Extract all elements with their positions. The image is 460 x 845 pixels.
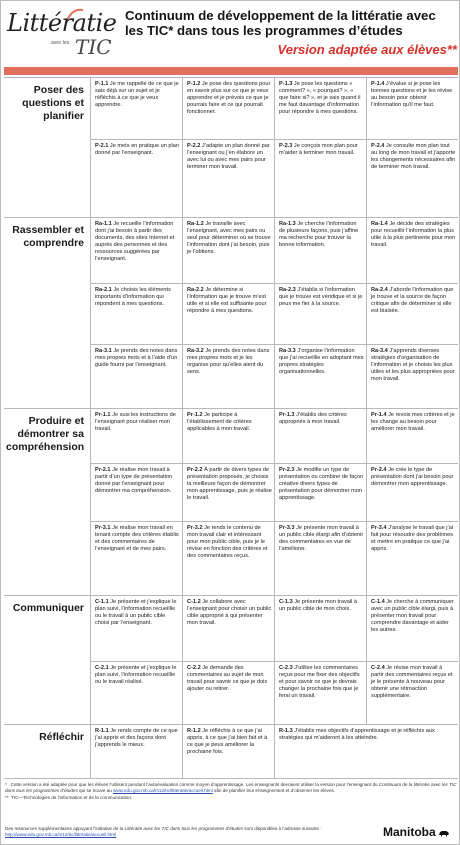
outcome-text: Je réalise mon travail à partir d’un type de présentation donné par l’enseignant pour démontrer ma compréhension. (95, 467, 173, 494)
outcome-code: Pr-3.4 (371, 525, 387, 531)
outcome-code: Pr-3.2 (187, 525, 203, 531)
outcome-code: Pr-1.3 (279, 412, 295, 418)
outcome-cell (366, 596, 458, 661)
resources-note (5, 826, 335, 838)
outcome-cell (274, 409, 366, 463)
outcome-cell (182, 725, 274, 779)
footnote-2 (5, 795, 457, 801)
outcome-text: Je réfléchis à ce que j’ai appris, à ce que j’ai bien fait et à ce que je peux améliorer la prochaine fois. (187, 728, 268, 755)
outcome-text: J’établis si l’information que je trouve est véridique et si je peux me fier à la source. (279, 287, 363, 307)
outcome-cell (274, 284, 366, 344)
outcome-text: Je collabore avec l’enseignant pour choisir un public cible approprié à qui présenter mon travail. (187, 599, 272, 626)
footnote-2-marker: ** (5, 795, 9, 800)
outcome-cell (274, 725, 458, 779)
outcome-cell (366, 409, 458, 463)
outcome-text: Je pose les questions « comment? », « pourquoi? », « que faire si? », et je sais quand il me faut davantage d’information pour répondre à mes questions. (279, 81, 361, 115)
outcome-text: Je présente et j’explique le plan suivi, l’information recueillie ou le travail à un public cible choisi par l’enseignant. (95, 599, 177, 626)
litteratie-tic-logo (7, 7, 117, 61)
outcome-code: Ra-2.3 (279, 287, 296, 293)
outcome-cell (182, 345, 274, 409)
outcome-cell (182, 78, 274, 139)
outcome-code: Ra-3.2 (187, 348, 204, 354)
outcome-text: J’établis des critères appropriés à mon travail. (279, 412, 347, 425)
section-5 (4, 724, 458, 778)
outcome-cell (274, 522, 366, 596)
footnote-1-text-c: qui se trouve au (77, 788, 114, 793)
section-label: Réfléchir (39, 731, 84, 743)
outcome-text: Je recueille l’information dont j’ai besoin à partir des documents, des sites Internet et auprès des personnes et des ressources suggérées par l’enseignant. (95, 221, 175, 262)
outcome-text: Je demande des commentaires au sujet de mon travail pour savoir ce que je dois ajouter ou retirer. (187, 665, 268, 692)
outcome-cell (274, 464, 366, 521)
resources-text-b: Littératie avec les TIC dans tous les programmes d’études (124, 826, 243, 831)
outcome-code: C-2.4 (371, 665, 385, 671)
outcome-cell (274, 662, 366, 725)
outcome-text: Je présente et j’explique le plan suivi, l’information recueillie ou le travail réalisé. (95, 665, 177, 685)
outcome-cell (90, 409, 182, 463)
logo-tic: TIC (75, 35, 112, 59)
outcome-text: À partir de divers types de présentation proposés, je choisis la meilleure façon de démontrer mon apprentissage, puis je réalise le travail. (187, 467, 272, 501)
outcome-code: C-2.2 (187, 665, 201, 671)
outcome-cell (90, 725, 182, 779)
outcome-cell (366, 284, 458, 344)
outcome-text: J’apprends diverses stratégies d’organisation de l’information et je choisis les plus utiles et les plus appropriées pour mon travail. (371, 348, 455, 382)
manitoba-logo (383, 825, 450, 839)
outcome-code: Pr-2.1 (95, 467, 111, 473)
outcome-cell (274, 345, 366, 409)
section-cells (90, 409, 458, 596)
outcome-text: Je mets en pratique un plan donné par l’enseignant. (95, 143, 179, 156)
outcome-code: Pr-2.2 (187, 467, 203, 473)
outcome-code: Pr-1.4 (371, 412, 387, 418)
outcome-text: Je rends le contenu de mon travail clair et intéressant pour mon public cible, puis je le révise en fonction des critères et des commentaires reçus. (187, 525, 268, 559)
outcome-cell (366, 345, 458, 409)
outcome-code: P-2.3 (279, 143, 293, 149)
outcome-text: Je participe à l’établissement de critères applicables à mon travail. (187, 412, 252, 432)
outcome-text: Je réalise mon travail en tenant compte des critères établis et des commentaires de l’enseignant et de mes pairs. (95, 525, 179, 552)
outcome-text: Je suis les instructions de l’enseignant pour réaliser mon travail. (95, 412, 176, 432)
outcome-cell (182, 596, 274, 661)
outcome-code: Ra-3.4 (371, 348, 388, 354)
outcome-code: P-2.4 (371, 143, 385, 149)
outcome-cell (182, 218, 274, 283)
outcome-cell (90, 522, 182, 596)
outcome-cell (182, 522, 274, 596)
outcome-cell (90, 78, 182, 139)
outcome-cell (182, 140, 274, 218)
section-cells (90, 218, 458, 409)
outcome-text: Je détermine si l’information que je trouve m’est utile et si elle est suffisante pour répondre à mes questions. (187, 287, 267, 314)
outcome-cell (366, 78, 458, 139)
outcome-text: Je présente mon travail à un public cible élargi afin d’obtenir des commentaires en vue de l’améliorer. (279, 525, 364, 552)
outcome-code: Ra-3.1 (95, 348, 112, 354)
outcome-text: J’analyse le travail que j’ai fait pour résoudre des problèmes et mettre en pratique ce que j’ai appris. (371, 525, 454, 552)
outcome-code: Ra-1.2 (187, 221, 204, 227)
outcome-code: P-1.4 (371, 81, 385, 87)
outcome-text: J’adapte un plan donné par l’enseignant ou j’en élabore un avec lui ou avec mes pairs pour terminer mon travail. (187, 143, 270, 170)
outcome-text: J’évalue si je pose les bonnes questions et je les révise au besoin pour obtenir l’information qu’il me faut. (371, 81, 453, 108)
outcome-cell (90, 140, 182, 218)
outcome-cell (366, 218, 458, 283)
section-cells (90, 596, 458, 725)
section-label: Poser des questions et planifier (22, 84, 84, 122)
outcome-code: C-1.1 (95, 599, 109, 605)
outcome-cell (90, 345, 182, 409)
section-cells (90, 78, 458, 218)
outcome-cell (274, 596, 366, 661)
outcome-cell (90, 596, 182, 661)
footnote-1-link[interactable]: www.edu.gov.mb.ca/m12/tic/litteratie/accueil.html (113, 788, 213, 793)
outcome-code: P-2.2 (187, 143, 201, 149)
outcome-code: Ra-1.1 (95, 221, 112, 227)
table-row (90, 661, 458, 725)
logo-small-text: avec les (51, 40, 70, 46)
outcome-code: Ra-2.2 (187, 287, 204, 293)
footnotes (5, 782, 457, 802)
outcome-cell (90, 218, 182, 283)
table-row (90, 218, 458, 283)
outcome-cell (182, 662, 274, 725)
table-row (90, 596, 458, 661)
section-1 (4, 77, 458, 217)
footnote-1-marker: * (5, 782, 7, 787)
section-2 (4, 217, 458, 408)
outcome-cell (182, 409, 274, 463)
accent-bar (4, 67, 458, 75)
section-cells (90, 725, 458, 779)
outcome-code: R-1.3 (279, 728, 293, 734)
outcome-text: Je pose des questions pour en savoir plus sur ce que je veux apprendre et je prévois ce que je pourrais faire et ce qui pourrait fonctionner. (187, 81, 271, 115)
outcome-text: Je prends des notes dans mes propres mots et je les organise pour qu’elles aient du sens. (187, 348, 270, 375)
footnote-1-text-b: Continuum de la littératie avec les TIC dans tous les programmes d’études (5, 782, 457, 793)
outcome-text: Je choisis les éléments importants d’information qui répondent à mes questions. (95, 287, 171, 307)
outcome-cell (366, 464, 458, 521)
logo-word: Littératie (7, 9, 117, 37)
header (1, 1, 460, 65)
outcome-code: R-1.2 (187, 728, 201, 734)
outcome-text: Je crée le type de présentation dont j’ai besoin pour démontrer mon apprentissage. (371, 467, 454, 487)
outcome-cell (182, 464, 274, 521)
outcome-text: Je présente mon travail à un public cible de mon choix. (279, 599, 358, 612)
outcome-text: Je travaille avec l’enseignant, avec mes pairs ou seul pour déterminer où se trouve l’information dont j’ai besoin, puis je l’obtiens. (187, 221, 271, 255)
outcome-code: Pr-2.3 (279, 467, 295, 473)
outcome-code: C-1.3 (279, 599, 293, 605)
section-label: Produire et démontrer sa compréhension (6, 415, 85, 453)
outcome-code: Pr-3.1 (95, 525, 111, 531)
outcome-text: Je décide des stratégies pour recueillir l’information la plus utile à la plus pertinente pour mon travail. (371, 221, 456, 248)
outcome-cell (274, 218, 366, 283)
outcome-code: Pr-1.2 (187, 412, 203, 418)
outcome-code: C-2.3 (279, 665, 293, 671)
outcome-code: Ra-1.3 (279, 221, 296, 227)
bison-icon (438, 829, 450, 837)
section-3 (4, 408, 458, 595)
outcome-text: J’utilise les commentaires reçus pour me fixer des objectifs et pour savoir ce que je devrais changer la prochaine fois que je ferai un travail. (279, 665, 360, 699)
outcome-text: Je cherche l’information de plusieurs façons, puis j’affine ma recherche pour trouver la bonne information. (279, 221, 359, 248)
outcome-code: Pr-2.4 (371, 467, 387, 473)
outcome-code: P-1.1 (95, 81, 109, 87)
section-label: Rassembler et comprendre (12, 224, 84, 249)
outcome-cell (366, 662, 458, 725)
outcome-cell (366, 140, 458, 218)
footnote-1-text-d: afin de planifier leur enseignement et d’observer les élèves. (212, 788, 336, 793)
table-row (90, 78, 458, 139)
outcome-code: C-1.4 (371, 599, 385, 605)
outcome-code: Pr-3.3 (279, 525, 295, 531)
outcome-code: Ra-3.3 (279, 348, 296, 354)
outcome-code: C-1.2 (187, 599, 201, 605)
outcome-text: Je revois mes critères et je les change au besoin pour améliorer mon travail. (371, 412, 455, 432)
outcome-code: Ra-1.4 (371, 221, 388, 227)
outcome-code: Ra-2.1 (95, 287, 112, 293)
resources-link[interactable]: http://www.edu.gov.mb.ca/m12/tic/litteratie/accueil.html (5, 832, 117, 837)
resources-text-c: sont disponibles à l’adresse suivante : (243, 826, 322, 831)
outcome-text: Je prends des notes dans mes propres mots et à l’aide d’un guide fourni par l’enseignant. (95, 348, 178, 368)
outcome-text: Je modifie un type de présentation ou combine de façon créative divers types de présentation pour démontrer mon apprentissage. (279, 467, 364, 501)
footnote-1 (5, 782, 457, 794)
page-subtitle: Version adaptée aux élèves** (277, 42, 457, 57)
table-row (90, 139, 458, 218)
outcome-cell (366, 522, 458, 596)
outcome-text: Je cherche à communiquer avec un public cible élargi, puis à présenter mon travail pour comprendre davantage et aider les autres. (371, 599, 454, 633)
footnote-1-text-a: Cette version a été adaptée pour que les élèves l’utilisent pendant l’autoévaluation comme moyen d’apprentissage. Les enseignants devraient utiliser la version pour l’enseignant du (10, 782, 379, 787)
page-title: Continuum de développement de la littératie avec les TIC* dans tous les programmes d’études (125, 8, 436, 38)
table-bottom-rule (4, 778, 458, 779)
table-row (90, 463, 458, 521)
outcome-text: J’organise l’information que j’ai recueillie en adoptant mes propres stratégies organisationnelles. (279, 348, 364, 375)
outcome-cell (274, 140, 366, 218)
outcome-text: Je me rappelle de ce que je sais déjà sur un sujet et je réfléchis à ce que je veux apprendre. (95, 81, 179, 108)
table-row (90, 521, 458, 596)
outcome-code: C-2.1 (95, 665, 109, 671)
outcome-cell (90, 284, 182, 344)
table-row (90, 283, 458, 344)
outcome-text: J’établis mes objectifs d’apprentissage et je réfléchis aux stratégies qui m’aideront à les atteindre. (279, 728, 435, 741)
outcome-text: Je révise mon travail à partir des commentaires reçus et je le présente à nouveau pour obtenir une rétroaction supplémentaire. (371, 665, 453, 699)
outcome-text: Je conçois mon plan pour m’aider à terminer mon travail. (279, 143, 358, 156)
table-row (90, 344, 458, 409)
outcome-cell (274, 78, 366, 139)
manitoba-wordmark: Manitoba (383, 825, 436, 839)
outcome-code: P-2.1 (95, 143, 109, 149)
resources-text-a: Des ressources supplémentaires appuyant l’initiative de la (5, 826, 125, 831)
section-label: Communiquer (12, 602, 84, 614)
outcome-code: R-1.1 (95, 728, 109, 734)
outcome-cell (90, 464, 182, 521)
outcome-code: P-1.2 (187, 81, 201, 87)
outcome-cell (182, 284, 274, 344)
outcome-text: Je rends compte de ce que j’ai appris et des façons dont j’apprends le mieux. (95, 728, 178, 748)
outcome-code: Pr-1.1 (95, 412, 111, 418)
table-row (90, 409, 458, 463)
outcome-code: Ra-2.4 (371, 287, 388, 293)
footnote-2-text: TIC—Technologies de l’information et de la communication. (11, 795, 133, 800)
outcome-code: P-1.3 (279, 81, 293, 87)
outcome-text: Je consulte mon plan tout au long de mon travail et j’apporte les changements nécessaires afin de terminer mon travail. (371, 143, 456, 170)
outcome-text: J’aborde l’information que je trouve et la source de façon critique afin de déterminer si elle est biaisée. (371, 287, 454, 314)
section-4 (4, 595, 458, 724)
outcome-cell (90, 662, 182, 725)
table-row (90, 725, 458, 779)
